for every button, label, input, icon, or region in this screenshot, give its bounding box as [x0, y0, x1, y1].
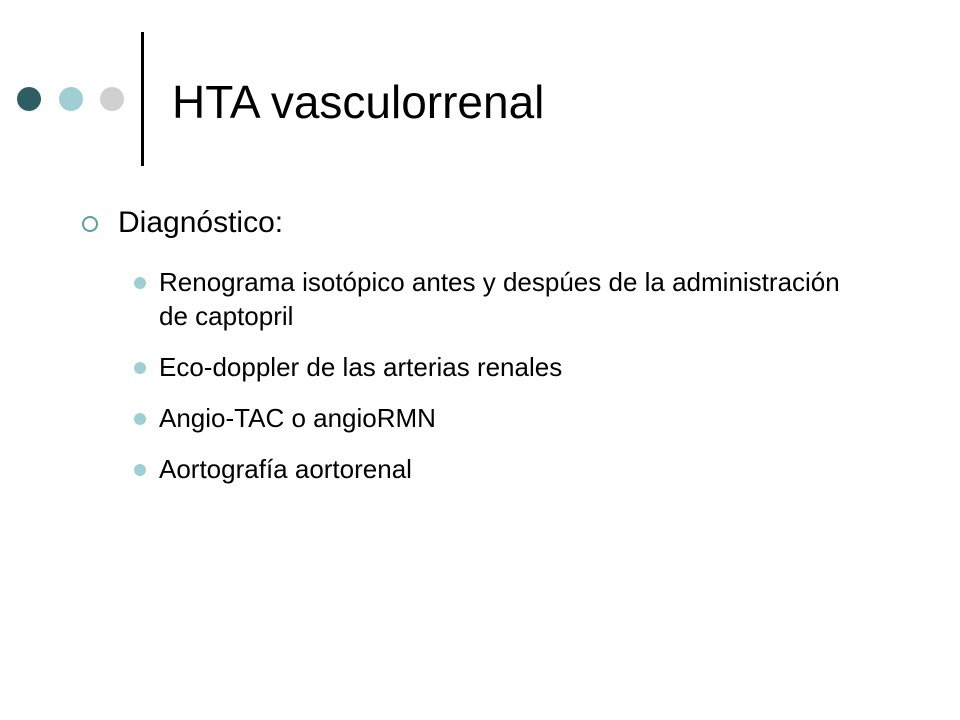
ring-bullet-icon [82, 216, 98, 232]
list-item [134, 452, 854, 486]
bullet-list [134, 265, 854, 503]
dot-bullet-icon [134, 413, 146, 425]
decorative-dot-gray-icon [100, 87, 124, 111]
decorative-dot-light-icon [59, 87, 83, 111]
list-item-text: Eco-doppler de las arterias renales [159, 352, 563, 382]
list-item [134, 401, 854, 435]
list-item-text: Aortografía aortorenal [159, 454, 412, 484]
section-heading: Diagnóstico: [118, 206, 284, 239]
slide-title: HTA vasculorrenal [172, 76, 545, 128]
title-divider [141, 32, 144, 166]
dot-bullet-icon [134, 277, 146, 289]
list-item-text: Renograma isotópico antes y despúes de la administración de captopril [159, 267, 840, 331]
list-item-text: Angio-TAC o angioRMN [159, 403, 436, 433]
dot-bullet-icon [134, 464, 146, 476]
list-item [134, 350, 854, 384]
dot-bullet-icon [134, 362, 146, 374]
decorative-dot-dark-icon [17, 87, 41, 111]
list-item [134, 265, 854, 333]
